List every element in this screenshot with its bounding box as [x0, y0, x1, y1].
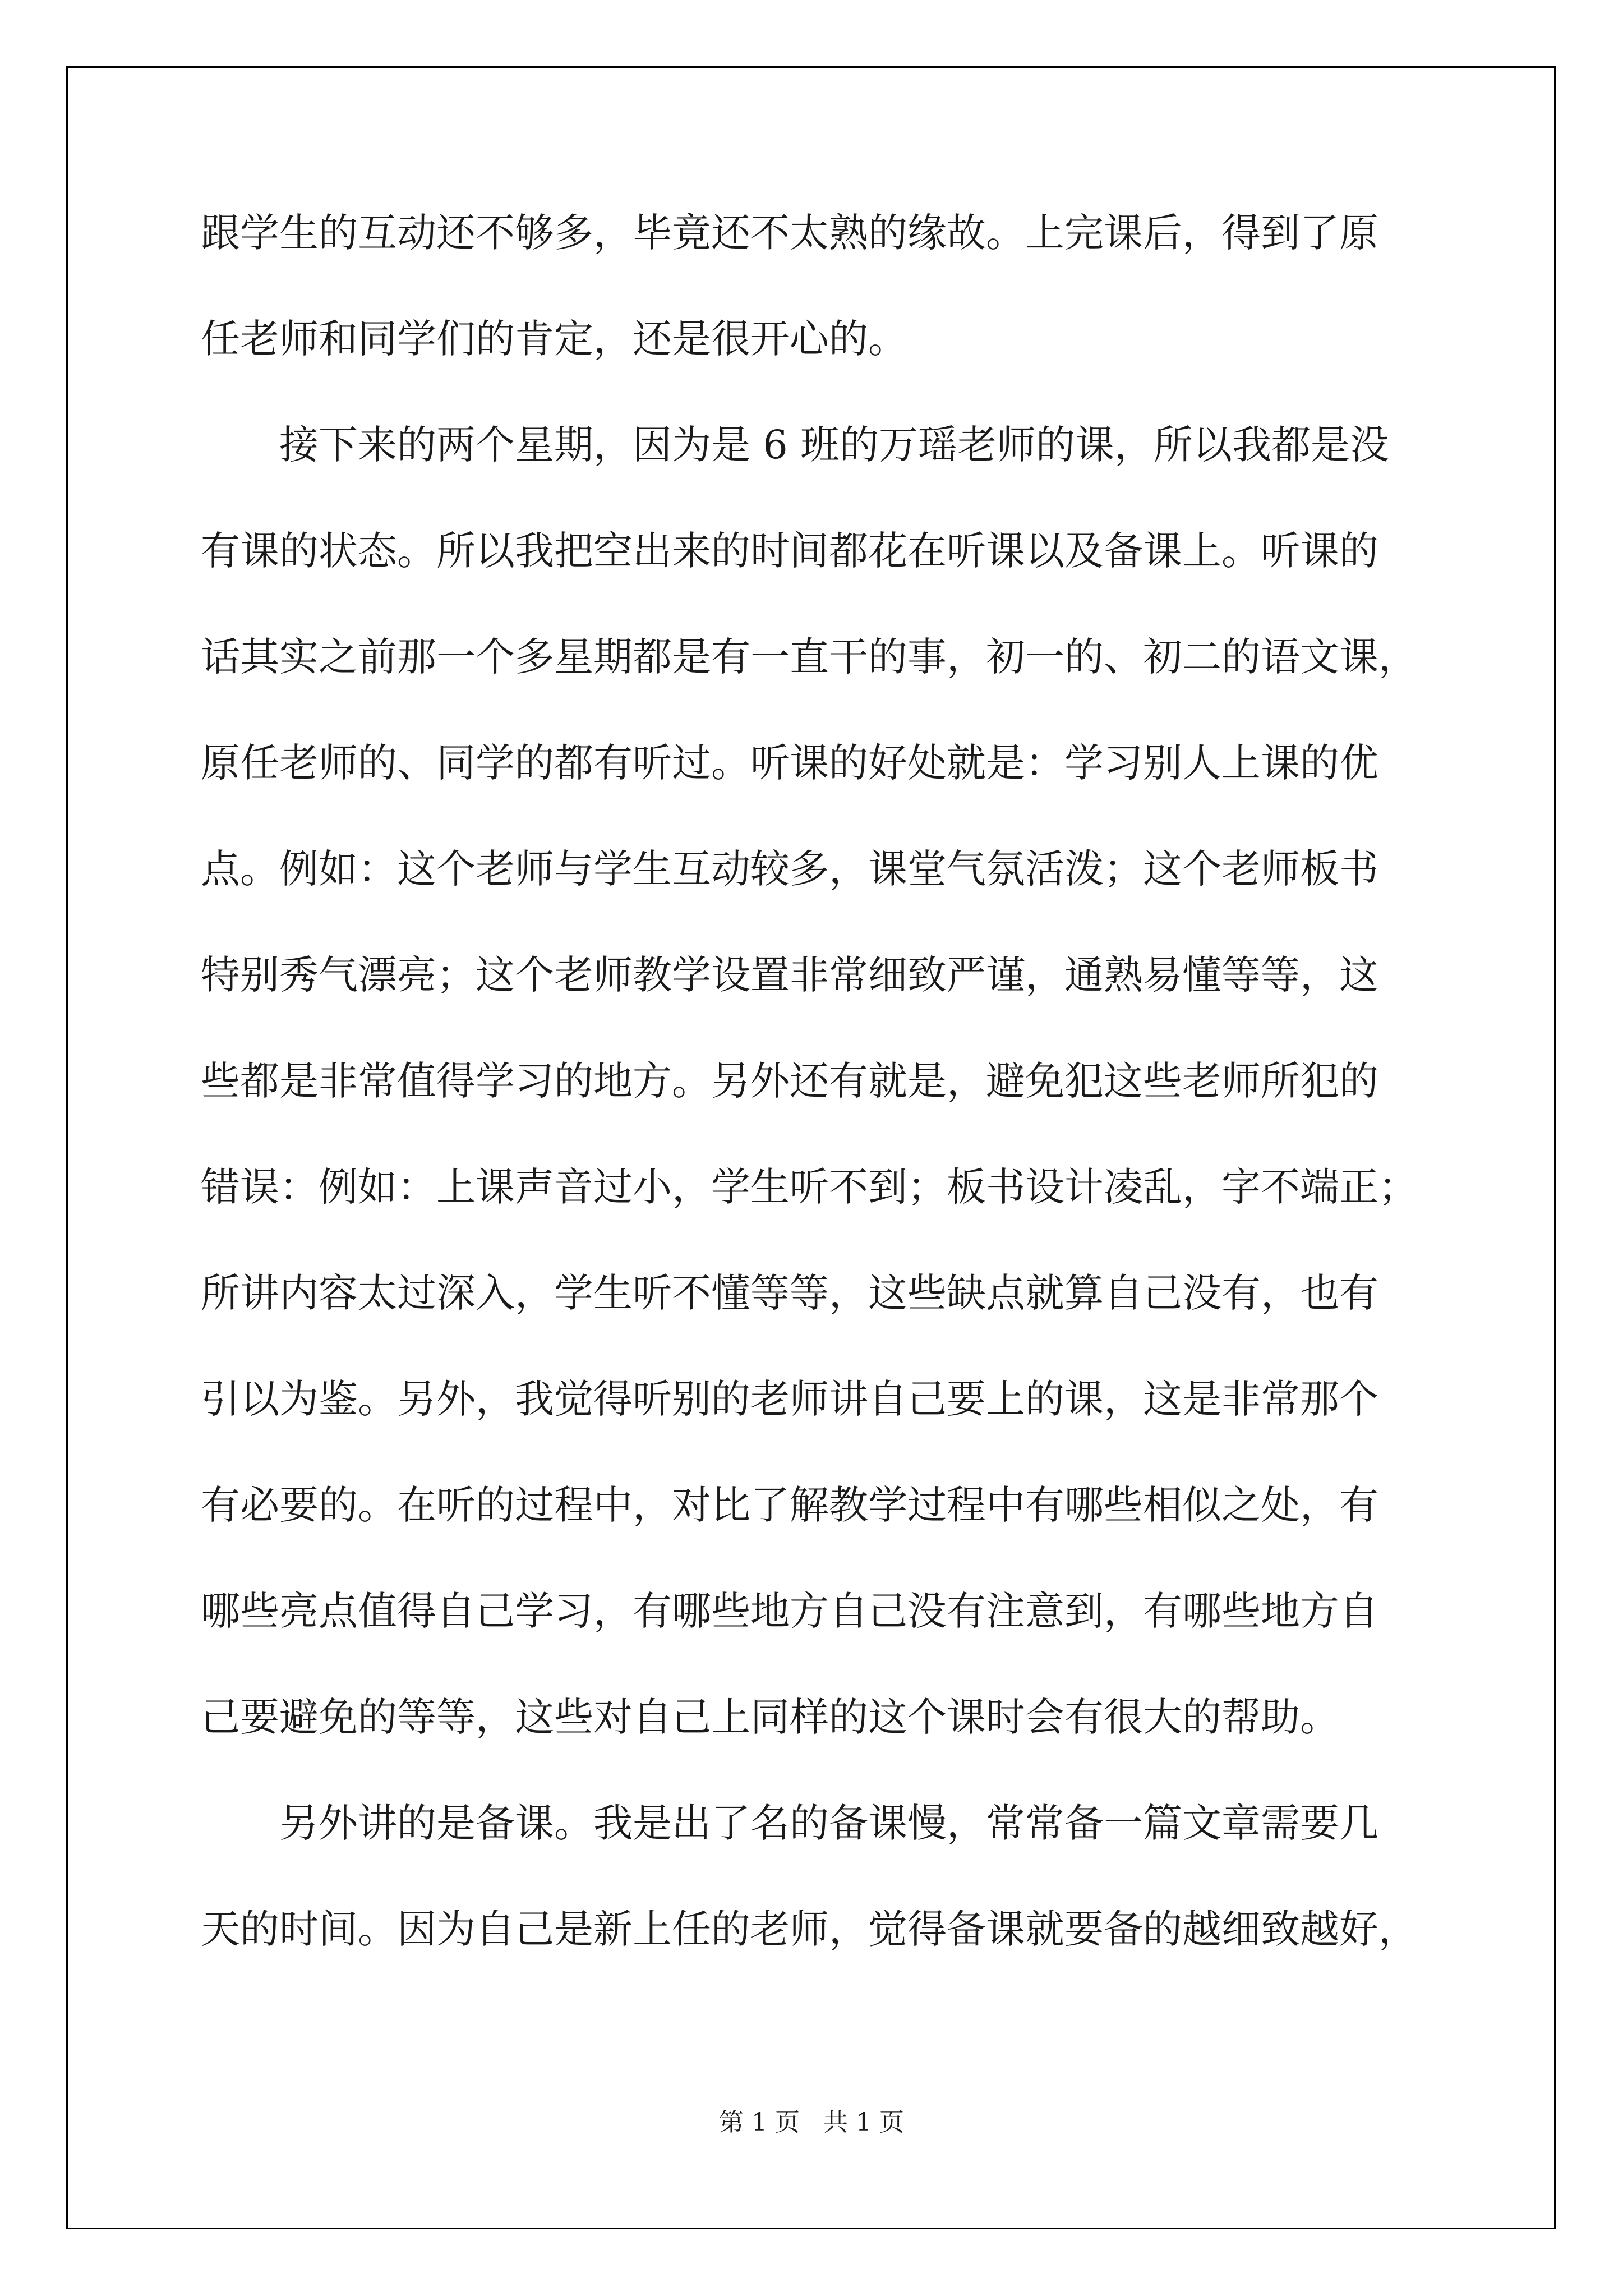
text-line: 天的时间。因为自己是新上任的老师，觉得备课就要备的越细致越好，: [201, 1906, 1418, 1952]
text-line: 些都是非常值得学习的地方。另外还有就是，避免犯这些老师所犯的: [201, 1058, 1378, 1104]
document-body: [201, 210, 1491, 2016]
text-line: 点。例如：这个老师与学生互动较多，课堂气氛活泼；这个老师板书: [201, 846, 1378, 892]
text-line: 任老师和同学们的肯定，还是很开心的。: [201, 316, 907, 362]
text-line: 有课的状态。所以我把空出来的时间都花在听课以及备课上。听课的: [201, 528, 1378, 574]
text-line: 原任老师的、同学的都有听过。听课的好处就是：学习别人上课的优: [201, 740, 1378, 786]
text-line: 话其实之前那一个多星期都是有一直干的事，初一的、初二的语文课，: [201, 634, 1418, 680]
text-line: 特别秀气漂亮；这个老师教学设置非常细致严谨，通熟易懂等等，这: [201, 952, 1378, 998]
text-line: 跟学生的互动还不够多，毕竟还不太熟的缘故。上完课后，得到了原: [201, 210, 1378, 256]
text-line: 接下来的两个星期，因为是 6 班的万瑶老师的课，所以我都是没: [279, 422, 1390, 468]
page-number-footer: 第 1 页 共 1 页: [719, 2108, 904, 2137]
text-line: 己要避免的等等，这些对自己上同样的这个课时会有很大的帮助。: [201, 1694, 1339, 1740]
text-line: 另外讲的是备课。我是出了名的备课慢，常常备一篇文章需要几: [279, 1800, 1378, 1846]
text-line: 所讲内容太过深入，学生听不懂等等，这些缺点就算自己没有，也有: [201, 1270, 1378, 1316]
text-line: 哪些亮点值得自己学习，有哪些地方自己没有注意到，有哪些地方自: [201, 1588, 1378, 1634]
text-line: 引以为鉴。另外，我觉得听别的老师讲自己要上的课，这是非常那个: [201, 1376, 1378, 1422]
text-line: 错误：例如：上课声音过小，学生听不到；板书设计凌乱，字不端正；: [201, 1164, 1418, 1210]
text-line: 有必要的。在听的过程中，对比了解教学过程中有哪些相似之处，有: [201, 1482, 1378, 1528]
